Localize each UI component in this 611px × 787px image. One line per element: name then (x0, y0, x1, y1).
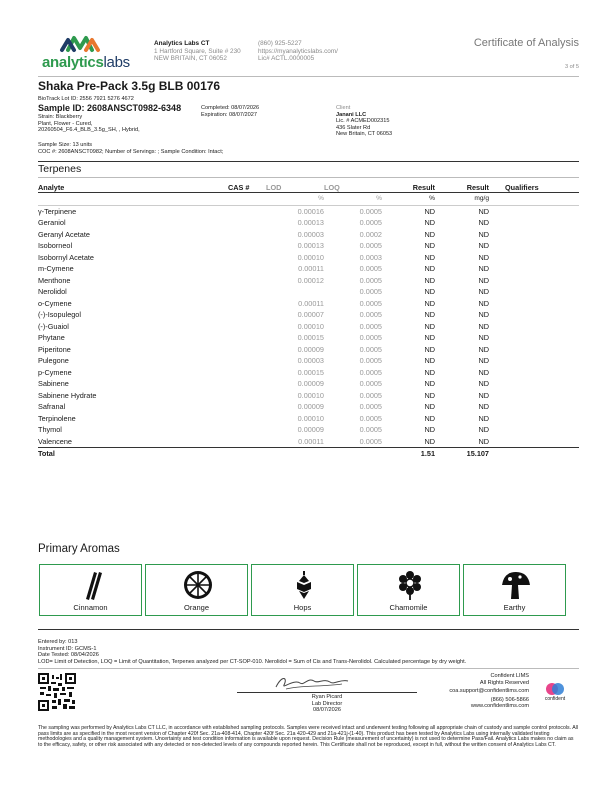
total-loq (324, 448, 382, 460)
unit-lod: % (266, 193, 324, 206)
sample-size: Sample Size: 13 units (38, 142, 93, 148)
loq-cell: 0.0005 (359, 275, 382, 285)
result-mg-cell: ND (478, 321, 489, 331)
lod-cell: 0.00009 (297, 344, 324, 354)
table-row (38, 229, 579, 241)
analyte-cell: Geraniol (38, 218, 66, 228)
result-mg-cell: ND (478, 436, 489, 446)
analyte-cell: o-Cymene (38, 298, 72, 308)
lod-cell: 0.00009 (297, 425, 324, 435)
cas-cell (228, 355, 266, 367)
table-row (38, 424, 579, 436)
lod-cell: 0.00011 (298, 298, 324, 308)
result-pct-cell: ND (424, 344, 435, 354)
result-pct-cell: ND (424, 413, 435, 423)
entered-by: Entered by: 013 (38, 639, 78, 645)
loq-cell: 0.0002 (359, 229, 382, 239)
aroma-card-chamomile (357, 564, 460, 616)
aroma-card-orange (145, 564, 248, 616)
result-mg-cell: ND (478, 275, 489, 285)
result-mg-cell: ND (478, 287, 489, 297)
table-header-row (38, 182, 579, 193)
table-row (38, 286, 579, 298)
product-name: Shaka Pre-Pack 3.5g BLB 00176 (38, 79, 221, 93)
section-title: Terpenes (38, 163, 82, 175)
result-pct-cell: ND (424, 287, 435, 297)
lod-cell (266, 286, 324, 298)
result-mg-cell: ND (478, 218, 489, 228)
col-cas: CAS # (228, 182, 266, 193)
result-mg-cell: ND (478, 356, 489, 366)
client-name: Janani LLC (336, 111, 367, 118)
cas-cell (228, 229, 266, 241)
loq-cell: 0.0005 (359, 344, 382, 354)
cas-cell (228, 390, 266, 402)
cas-cell (228, 286, 266, 298)
result-mg-cell: ND (478, 252, 489, 262)
cas-cell (228, 424, 266, 436)
total-lod (266, 448, 324, 460)
lims-website[interactable]: www.confidentlims.com (470, 703, 529, 710)
lab-name: Analytics Labs CT (154, 40, 210, 47)
unit-mg: mg/g (435, 193, 489, 206)
analyte-cell: γ-Terpinene (38, 206, 77, 216)
total-cas (228, 448, 266, 460)
loq-cell: 0.0005 (359, 287, 382, 297)
result-mg-cell: ND (478, 413, 489, 423)
total-qualifier (489, 448, 579, 460)
lab-license: Lic# ACTL.0000005 (258, 55, 315, 63)
table-row (38, 217, 579, 229)
qualifier-cell (489, 205, 579, 217)
lod-cell: 0.00011 (298, 264, 324, 274)
result-pct-cell: ND (424, 218, 435, 228)
lab-address-1: 1 Hartford Square, Suite # 230 (154, 47, 241, 55)
lod-cell: 0.00010 (297, 321, 324, 331)
disclaimer: The sampling was performed by Analytics Labs CT LLC, in accordance with established sampling protocols. Samples were received intact and underwent testing following all appropriate chain of custody and sample control protocols. All pass limits are as specified in the most recent version of Chapter 420f Sec. 21a-408-414, Chapter 420f Sec. 21a 420-429 and 21a-421j-(1-40). This product has been tested by Analytics Labs using internally validated testing methodologies and a quality management system. Uncertainty and test condition information is available upon request. Decision Rule (measurement of uncertainty) is not used to determine Pass/Fail. Analytics Labs makes no claim as to the efficacy, safety, or other risk associated with any detected or non-detected levels of any compounds reported herein. This Certificate shall not be reproduced, except in full, without the written consent of Analytics Labs CT. (38, 725, 578, 748)
result-pct-cell: ND (424, 367, 435, 377)
analyte-cell: m-Cymene (38, 264, 74, 274)
cas-cell (228, 367, 266, 379)
loq-cell: 0.0005 (359, 298, 382, 308)
lims-rights: All Rights Reserved (479, 679, 529, 686)
result-pct-cell: ND (424, 264, 435, 274)
table-row (38, 263, 579, 275)
unit-loq: % (324, 193, 382, 206)
table-row (38, 321, 579, 333)
loq-cell: 0.0005 (359, 402, 382, 412)
result-pct-cell: ND (424, 436, 435, 446)
result-pct-cell: ND (424, 425, 435, 435)
qualifier-cell (489, 321, 579, 333)
total-row (38, 448, 579, 460)
table-row (38, 401, 579, 413)
table-row (38, 344, 579, 356)
method-note: LOD= Limit of Detection, LOQ = Limit of Quantitation, Terpenes analyzed per CT-SOP-010. Nerolidol = Sum of Cis and Trans-Nerolidol. Calculated percentage by dry weight. (38, 658, 467, 665)
col-result-pct: Result (382, 182, 435, 193)
strain: Strain: Blackberry (38, 114, 83, 120)
qualifier-cell (489, 401, 579, 413)
analyte-cell: Piperitone (38, 344, 71, 354)
result-pct-cell: ND (424, 379, 435, 389)
table-row (38, 309, 579, 321)
cas-cell (228, 344, 266, 356)
company-logo (38, 32, 130, 74)
analyte-cell: p-Cymene (38, 367, 72, 377)
loq-cell: 0.0005 (359, 425, 382, 435)
result-mg-cell: ND (478, 390, 489, 400)
lod-cell: 0.00009 (297, 379, 324, 389)
result-pct-cell: ND (424, 333, 435, 343)
lod-cell: 0.00015 (297, 367, 324, 377)
loq-cell: 0.0005 (359, 321, 382, 331)
qualifier-cell (489, 298, 579, 310)
lod-cell: 0.00010 (297, 252, 324, 262)
client-city: New Britain, CT 06053 (336, 131, 393, 138)
lod-cell: 0.00013 (297, 241, 324, 251)
table-row (38, 205, 579, 217)
cas-cell (228, 321, 266, 333)
qualifier-cell (489, 378, 579, 390)
result-mg-cell: ND (478, 264, 489, 274)
total-pct: 1.51 (382, 448, 435, 460)
chamomile-icon (394, 569, 426, 601)
document-title: Certificate of Analysis (473, 37, 579, 49)
lod-cell: 0.00015 (297, 333, 324, 343)
col-qualifiers: Qualifiers (489, 182, 579, 193)
cas-cell (228, 378, 266, 390)
lims-name: Confident LIMS (490, 673, 529, 679)
qualifier-cell (489, 240, 579, 252)
loq-cell: 0.0005 (359, 390, 382, 400)
result-mg-cell: ND (478, 402, 489, 412)
cas-cell (228, 298, 266, 310)
loq-cell: 0.0005 (359, 218, 382, 228)
signer-title: Lab Director (311, 700, 343, 707)
date-tested: Date Tested: 08/04/2026 (38, 652, 99, 659)
result-pct-cell: ND (424, 310, 435, 320)
result-pct-cell: ND (424, 321, 435, 331)
qualifier-cell (489, 217, 579, 229)
result-pct-cell: ND (424, 206, 435, 216)
logo-text-bold: analytics (42, 54, 104, 71)
cas-cell (228, 217, 266, 229)
loq-cell: 0.0005 (359, 367, 382, 377)
cas-cell (228, 275, 266, 287)
analyte-cell: Menthone (38, 275, 71, 285)
result-pct-cell: ND (424, 356, 435, 366)
logo-mark-icon (38, 32, 122, 54)
loq-cell: 0.0005 (359, 413, 382, 423)
cas-cell (228, 263, 266, 275)
biotrack-id: BioTrack Lot ID: 2556 7921 5276 4672 (38, 96, 134, 102)
batch: 20260504_F6.4_BLB_3.5g_SH, , Hybrid, (38, 127, 140, 134)
qualifier-cell (489, 424, 579, 436)
analyte-cell: Isobornyl Acetate (38, 252, 94, 262)
analyte-cell: Thymol (38, 425, 62, 435)
lims-phone: (866) 506-5866 (490, 696, 529, 703)
result-mg-cell: ND (478, 241, 489, 251)
lod-cell: 0.00003 (297, 356, 324, 366)
hops-icon (288, 569, 320, 601)
result-mg-cell: ND (478, 379, 489, 389)
lod-cell: 0.00003 (297, 229, 324, 239)
qualifier-cell (489, 275, 579, 287)
result-mg-cell: ND (478, 344, 489, 354)
analyte-cell: Safranal (38, 402, 66, 412)
result-pct-cell: ND (424, 275, 435, 285)
lod-cell: 0.00016 (297, 206, 324, 216)
client-street: 436 Slater Rd (336, 124, 371, 131)
cas-cell (228, 413, 266, 425)
lab-phone: (860) 925-5227 (258, 40, 302, 47)
qualifier-cell (489, 355, 579, 367)
analyte-cell: Geranyl Acetate (38, 229, 90, 239)
result-mg-cell: ND (478, 298, 489, 308)
confident-logo-text: confident (544, 696, 566, 702)
cas-cell (228, 332, 266, 344)
cas-cell (228, 252, 266, 264)
result-pct-cell: ND (424, 390, 435, 400)
logo-text-light: labs (103, 54, 130, 71)
client-license: Lic. # ACMED002315 (336, 118, 390, 125)
analyte-cell: Sabinene Hydrate (38, 390, 97, 400)
signature (272, 673, 352, 693)
qualifier-cell (489, 263, 579, 275)
table-row (38, 298, 579, 310)
loq-cell: 0.0005 (359, 379, 382, 389)
client-label: Client (336, 105, 351, 111)
qualifier-cell (489, 344, 579, 356)
analyte-cell: Phytane (38, 333, 65, 343)
qualifier-cell (489, 436, 579, 448)
completed-date: Completed: 08/07/2026 (201, 105, 260, 111)
lod-cell: 0.00012 (297, 275, 324, 285)
aroma-card-hops (251, 564, 354, 616)
analyte-cell: (-)-Isopulegol (38, 310, 81, 320)
analyte-cell: Pulegone (38, 356, 69, 366)
result-mg-cell: ND (478, 425, 489, 435)
analyte-cell: Nerolidol (38, 287, 67, 297)
table-row (38, 355, 579, 367)
sample-id: Sample ID: 2608ANSCT0982-6348 (38, 103, 182, 113)
qualifier-cell (489, 286, 579, 298)
table-row (38, 390, 579, 402)
result-pct-cell: ND (424, 241, 435, 251)
mushroom-icon (500, 569, 532, 601)
lod-cell: 0.00007 (297, 310, 324, 320)
analyte-cell: Sabinene (38, 379, 69, 389)
qualifier-cell (489, 309, 579, 321)
lod-cell: 0.00013 (297, 218, 324, 228)
lod-cell: 0.00009 (297, 402, 324, 412)
analyte-cell: (-)-Guaiol (38, 321, 69, 331)
signer-date: 08/07/2026 (313, 707, 341, 714)
aromas-title: Primary Aromas (38, 543, 120, 555)
loq-cell: 0.0005 (359, 436, 382, 446)
cas-cell (228, 205, 266, 217)
units-row (38, 193, 579, 206)
loq-cell: 0.0005 (359, 310, 382, 320)
result-mg-cell: ND (478, 229, 489, 239)
col-lod: LOD (266, 182, 324, 193)
terpenes-table (38, 182, 579, 460)
qualifier-cell (489, 252, 579, 264)
lab-website[interactable]: https://myanalyticslabs.com/ (258, 47, 338, 55)
cinnamon-icon (76, 569, 108, 601)
unit-pct: % (382, 193, 435, 206)
cas-cell (228, 309, 266, 321)
loq-cell: 0.0005 (359, 356, 382, 366)
result-pct-cell: ND (424, 298, 435, 308)
qualifier-cell (489, 390, 579, 402)
table-row (38, 332, 579, 344)
analyte-cell: Valencene (38, 436, 72, 446)
result-pct-cell: ND (424, 402, 435, 412)
table-row (38, 275, 579, 287)
confident-logo-icon (545, 682, 565, 696)
analyte-cell: Isoborneol (38, 241, 73, 251)
table-row (38, 367, 579, 379)
lod-cell: 0.00010 (297, 413, 324, 423)
aroma-card-earthy (463, 564, 566, 616)
loq-cell: 0.0003 (359, 252, 382, 262)
loq-cell: 0.0005 (359, 206, 382, 216)
qualifier-cell (489, 332, 579, 344)
qualifier-cell (489, 413, 579, 425)
result-pct-cell: ND (424, 229, 435, 239)
lab-address-2: NEW BRITAIN, CT 06052 (154, 55, 227, 63)
total-label: Total (38, 448, 228, 460)
page-number: 3 of 5 (565, 64, 579, 70)
qualifier-cell (489, 229, 579, 241)
table-row (38, 413, 579, 425)
result-mg-cell: ND (478, 206, 489, 216)
orange-icon (182, 569, 214, 601)
result-mg-cell: ND (478, 333, 489, 343)
lod-cell: 0.00011 (298, 436, 324, 446)
aroma-label: Cinnamon (73, 603, 108, 612)
lod-cell: 0.00010 (297, 390, 324, 400)
col-result-mg: Result (435, 182, 489, 193)
aroma-label: Chamomile (389, 603, 428, 612)
result-mg-cell: ND (478, 367, 489, 377)
qr-code-icon[interactable] (38, 673, 76, 711)
loq-cell: 0.0005 (359, 241, 382, 251)
lims-email[interactable]: coa.support@confidentlims.com (449, 688, 529, 695)
product-type: Plant, Flower - Cured, (38, 120, 93, 127)
result-pct-cell: ND (424, 252, 435, 262)
cas-cell (228, 401, 266, 413)
col-loq: LOQ (324, 182, 382, 193)
analyte-cell: Terpinolene (38, 413, 76, 423)
table-row (38, 436, 579, 448)
confident-logo (540, 682, 570, 706)
qualifier-cell (489, 367, 579, 379)
table-row (38, 252, 579, 264)
total-mg: 15.107 (435, 448, 489, 460)
signer-name: Ryan Picard (311, 694, 343, 700)
loq-cell: 0.0005 (359, 333, 382, 343)
instrument-id: Instrument ID: GCMS-1 (38, 645, 97, 652)
loq-cell: 0.0005 (359, 264, 382, 274)
cas-cell (228, 436, 266, 448)
aroma-label: Orange (183, 603, 210, 612)
aroma-label: Hops (293, 603, 312, 612)
aroma-label: Earthy (503, 603, 526, 612)
cas-cell (228, 240, 266, 252)
col-analyte: Analyte (38, 182, 228, 193)
coc-info: COC #: 2608ANSCT0982; Number of Servings: ; Sample Condition: Intact; (38, 149, 224, 155)
result-mg-cell: ND (478, 310, 489, 320)
table-row (38, 240, 579, 252)
table-row (38, 378, 579, 390)
aroma-card-cinnamon (39, 564, 142, 616)
expiration-date: Expiration: 08/07/2027 (201, 111, 257, 118)
